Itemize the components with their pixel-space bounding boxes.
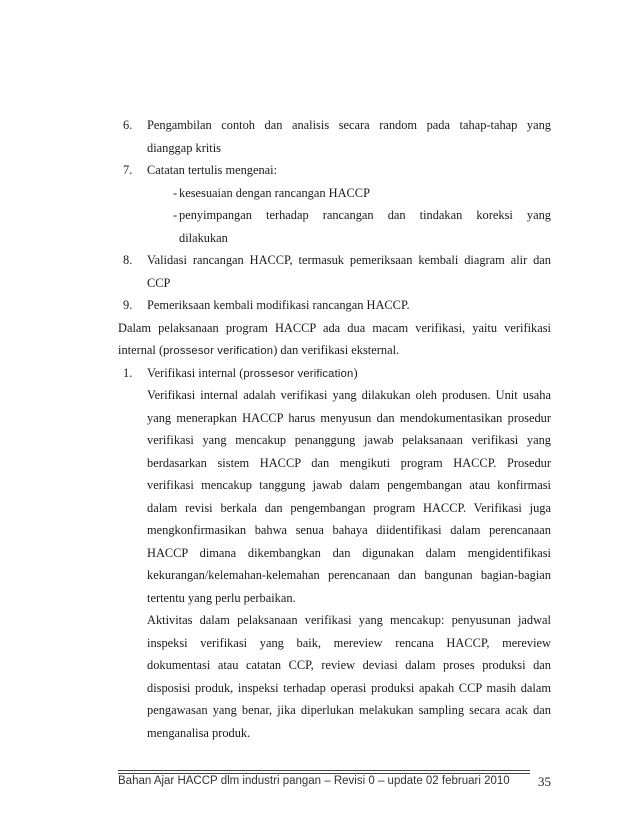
list-number: 9. bbox=[123, 298, 133, 312]
dash-item-text: kesesuaian dengan rancangan HACCP bbox=[179, 185, 370, 200]
text-segment: ) dan verifikasi eksternal. bbox=[273, 343, 400, 357]
dash-item-1 bbox=[118, 182, 551, 205]
subheading-text bbox=[147, 362, 551, 385]
dash-item-2 bbox=[118, 204, 551, 249]
verification-activities-paragraph bbox=[118, 609, 551, 744]
list-item-text: Pemeriksaan kembali modifikasi rancangan HACCP. bbox=[147, 298, 410, 312]
paragraph-line: mengkonfirmasikan bahwa senua bahaya diidentifikasi dalam perencanaan bbox=[147, 523, 551, 537]
paragraph-line: inspeksi verifikasi yang baik, mereview rencana HACCP, mereview bbox=[147, 635, 551, 650]
paragraph-line: yang menerapkan HACCP harus menyusun dan mendokumentasikan prosedur bbox=[147, 410, 551, 425]
list-item-text: Validasi rancangan HACCP, termasuk pemeriksaan kembali diagram alir dan bbox=[147, 253, 551, 267]
internal-verification-paragraph bbox=[118, 384, 551, 609]
paragraph-line: dalam revisi berkala dan pengembangan program HACCP. Verifikasi juga bbox=[147, 500, 551, 515]
footer-divider bbox=[118, 773, 530, 774]
paragraph-line: kekurangan/kelemahan-kelemahan perencanaan dan bangunan bagian-bagian bbox=[147, 568, 551, 582]
paragraph-line: pengawasan yang benar, jika diperlukan melakukan sampling secara acak dan bbox=[147, 703, 551, 717]
paragraph-line: verifikasi mencakup tanggung jawab dalam pengembangan atau konfirmasi bbox=[147, 478, 551, 492]
list-item-8 bbox=[118, 249, 551, 294]
dash-item-text: dilakukan bbox=[179, 230, 228, 245]
list-number: 1. bbox=[123, 365, 133, 380]
text-segment: internal ( bbox=[118, 343, 164, 357]
text-segment: ) bbox=[353, 365, 358, 380]
paragraph-line: tertentu yang perlu perbaikan. bbox=[147, 590, 296, 605]
dash-marker: - bbox=[173, 185, 178, 200]
paragraph-line bbox=[118, 339, 551, 362]
paragraph-line: berdasarkan sistem HACCP dan mengikuti program HACCP. Prosedur bbox=[147, 455, 551, 470]
paragraph-line: dokumentasi atau catatan CCP, review deviasi dalam proses produksi dan bbox=[147, 658, 551, 672]
footer-text: Bahan Ajar HACCP dlm industri pangan – Revisi 0 – update 02 februari 2010 bbox=[118, 775, 510, 787]
list-number: 8. bbox=[123, 253, 133, 267]
paragraph-line: menganalisa produk. bbox=[147, 725, 251, 740]
list-item-7 bbox=[118, 159, 551, 182]
list-item-text: Catatan tertulis mengenai: bbox=[147, 163, 278, 177]
paragraph-line: Dalam pelaksanaan program HACCP ada dua macam verifikasi, yaitu verifikasi bbox=[118, 320, 551, 335]
list-item-9 bbox=[118, 294, 551, 317]
italic-term: prossesor verification bbox=[163, 345, 274, 357]
list-item-6 bbox=[118, 114, 551, 159]
list-item-text: dianggap kritis bbox=[147, 140, 221, 155]
list-number: 7. bbox=[123, 163, 133, 177]
dash-marker: - bbox=[173, 208, 178, 222]
paragraph-line: Verifikasi internal adalah verifikasi yang dilakukan oleh produsen. Unit usaha bbox=[147, 388, 551, 402]
italic-term: prossesor verification bbox=[243, 367, 354, 380]
text-segment: Verifikasi internal ( bbox=[147, 365, 244, 380]
page-body bbox=[118, 114, 551, 744]
list-item-text: Pengambilan contoh dan analisis secara random pada tahap-tahap yang bbox=[147, 118, 551, 132]
list-number: 6. bbox=[123, 118, 133, 132]
intro-paragraph bbox=[118, 317, 551, 362]
paragraph-line: Aktivitas dalam pelaksanaan verifikasi yang mencakup: penyusunan jadwal bbox=[147, 613, 551, 627]
paragraph-line: HACCP dimana dikembangkan dan digunakan dalam mengidentifikasi bbox=[147, 545, 551, 560]
paragraph-line: verifikasi yang mencakup penanggung jawab pelaksanaan verifikasi yang bbox=[147, 433, 551, 447]
page-number: 35 bbox=[538, 774, 551, 789]
paragraph-line: disposisi produk, inspeksi terhadap operasi produksi apakah CCP masih dalam bbox=[147, 680, 551, 695]
subheading-internal-verification bbox=[118, 362, 551, 385]
footer-divider bbox=[118, 770, 530, 771]
list-item-text: CCP bbox=[147, 275, 171, 290]
dash-item-text: penyimpangan terhadap rancangan dan tindakan koreksi yang bbox=[179, 208, 551, 222]
